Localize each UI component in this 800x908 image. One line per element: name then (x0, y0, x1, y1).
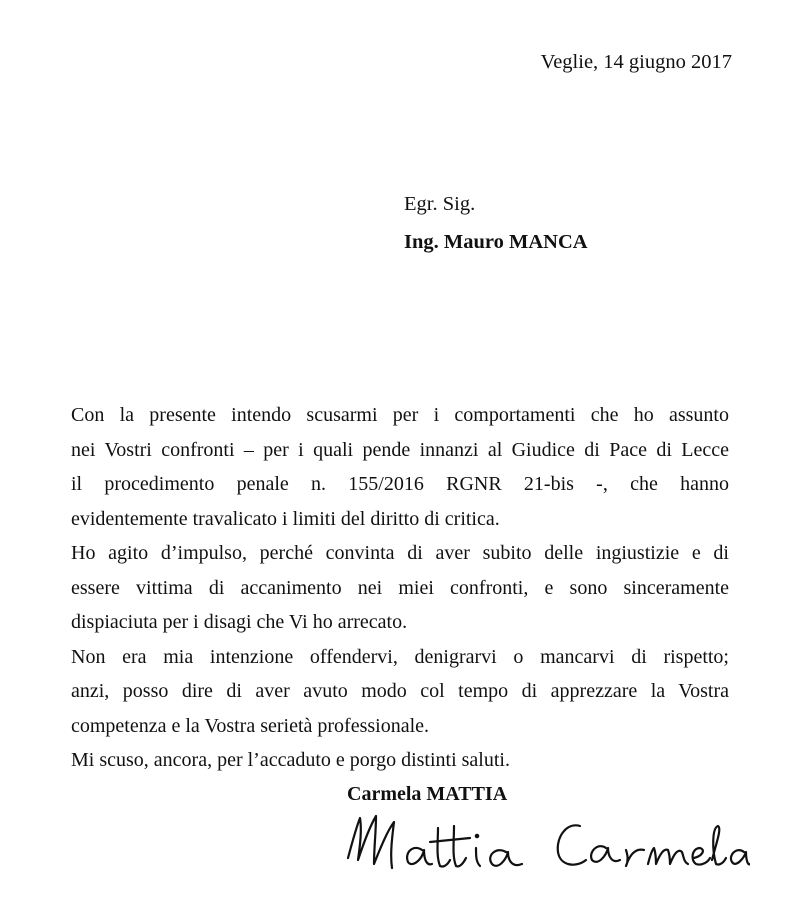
paragraph-line: competenza e la Vostra serietà professionale. (71, 714, 430, 737)
paragraph-line: essere vittima di accanimento nei miei confronti, e sono sinceramente (71, 576, 729, 599)
paragraph-line: Con la presente intendo scusarmi per i comportamenti che ho assunto (71, 404, 729, 426)
paragraph-line: dispiaciuta per i disagi che Vi ho arrecato. (71, 611, 408, 633)
paragraph-line: Ho agito d’impulso, perché convinta di aver subito delle ingiustizie e di (71, 542, 729, 564)
recipient-block (404, 190, 588, 256)
paragraph-line: Mi scuso, ancora, per l’accaduto e porgo distinti saluti. (71, 749, 510, 771)
paragraph-1 (71, 398, 729, 536)
paragraph-4 (71, 743, 729, 778)
recipient-name: Ing. Mauro MANCA (404, 231, 588, 253)
paragraph-line: nei Vostri confronti – per i quali pende innanzi al Giudice di Pace di Lecce (71, 438, 729, 461)
paragraph-3 (71, 640, 729, 744)
handwritten-signature (330, 798, 750, 898)
paragraph-line: evidentemente travalicato i limiti del diritto di critica. (71, 507, 500, 530)
recipient-salutation: Egr. Sig. (404, 193, 476, 215)
letter-body (71, 398, 729, 778)
place-date: Veglie, 14 giugno 2017 (540, 51, 732, 73)
paragraph-2 (71, 536, 729, 640)
paragraph-line: il procedimento penale n. 155/2016 RGNR 21-bis -, che hanno (71, 473, 729, 495)
sender-name: Carmela MATTIA (347, 783, 508, 805)
paragraph-line: Non era mia intenzione offendervi, denigrarvi o mancarvi di rispetto; (71, 645, 729, 668)
paragraph-line: anzi, posso dire di aver avuto modo col tempo di apprezzare la Vostra (71, 680, 729, 702)
